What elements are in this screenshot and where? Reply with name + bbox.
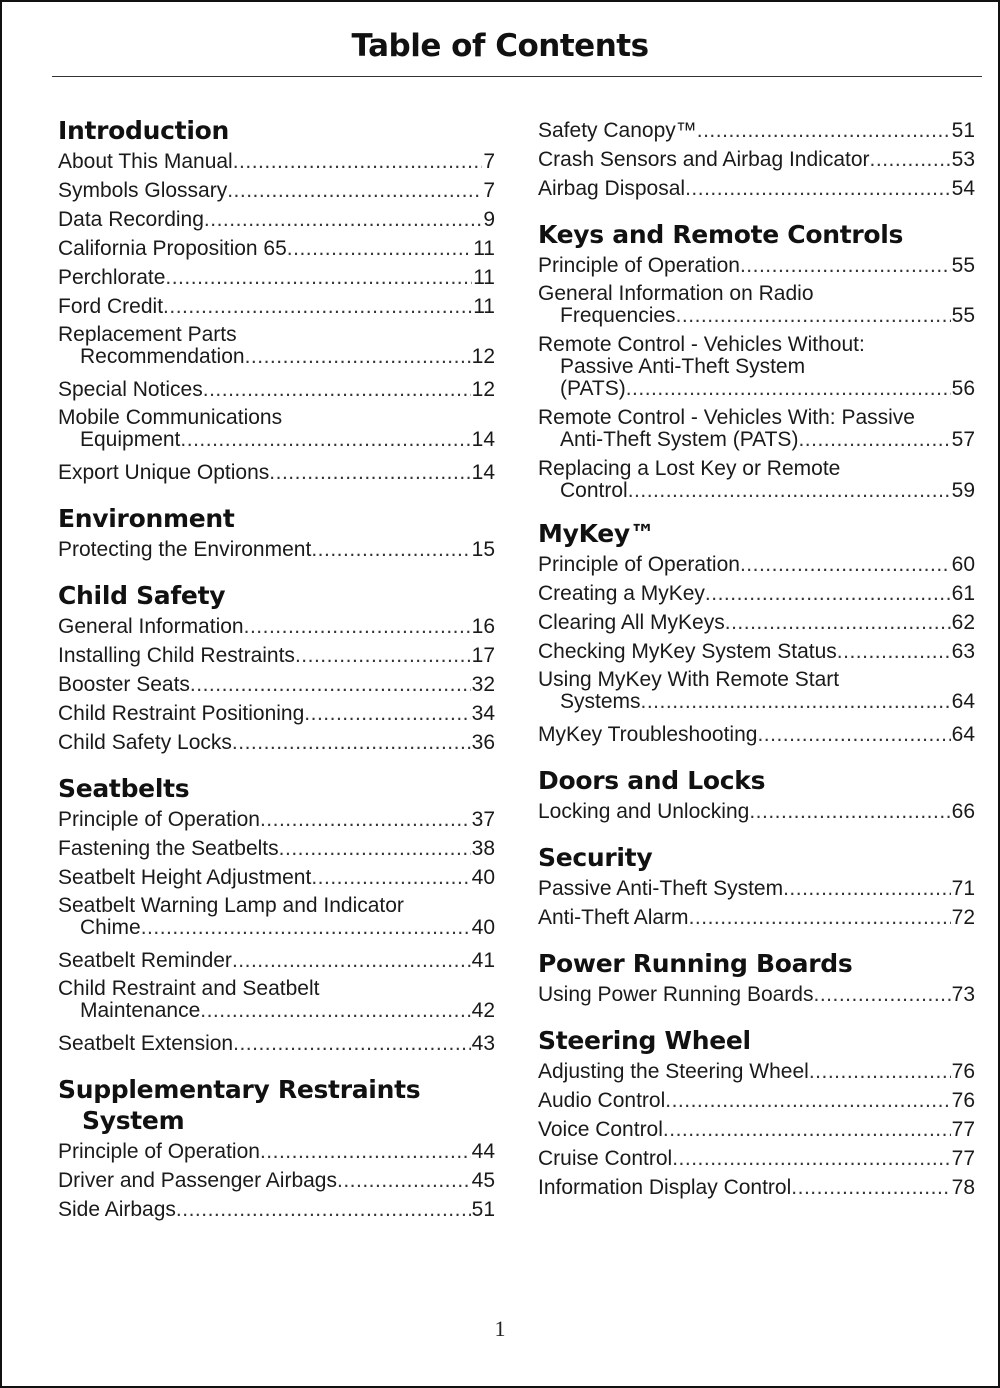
entry-title: Safety Canopy™ — [538, 119, 697, 142]
title-divider — [52, 76, 982, 77]
toc-entry-principle-of-operation[interactable] — [538, 550, 975, 579]
entry-page-number: 11 — [473, 266, 495, 289]
entry-title: Driver and Passenger Airbags — [58, 1169, 337, 1192]
entry-title: Checking MyKey System Status — [538, 640, 837, 663]
entry-page-number: 51 — [471, 1198, 495, 1221]
toc-entry-perchlorate[interactable] — [58, 263, 495, 292]
section-heading: Steering Wheel — [538, 1026, 751, 1055]
toc-entry-symbols-glossary[interactable] — [58, 176, 495, 205]
entry-page-number: 43 — [471, 1032, 495, 1055]
toc-entry-checking-mykey-system-status[interactable] — [538, 637, 975, 666]
toc-entry-child-restraint-and-seatbelt-maintenance[interactable] — [58, 978, 495, 1022]
entry-title: Export Unique Options — [58, 461, 270, 484]
entry-page-number: 38 — [471, 837, 495, 860]
entry-page-number: 32 — [471, 673, 495, 696]
toc-entry-using-power-running-boards[interactable] — [538, 980, 975, 1009]
section-heading: Introduction — [58, 116, 229, 145]
page-title: Table of Contents — [351, 28, 649, 64]
toc-section-introduction — [58, 116, 495, 487]
dot-leader — [798, 429, 950, 451]
dot-leader — [870, 145, 951, 174]
entry-page-number: 55 — [951, 254, 975, 277]
dot-leader — [791, 1173, 950, 1202]
toc-entry-california-proposition-65[interactable] — [58, 234, 495, 263]
entry-title: Airbag Disposal — [538, 177, 686, 200]
section-heading: Keys and Remote Controls — [538, 220, 904, 249]
entry-page-number: 37 — [471, 808, 495, 831]
page-number: 1 — [494, 1316, 506, 1341]
entry-title-line: Using MyKey With Remote Start — [538, 668, 840, 691]
section-heading: Power Running Boards — [538, 949, 853, 978]
dot-leader — [626, 378, 951, 400]
entry-title: Special Notices — [58, 378, 203, 401]
dot-leader — [740, 550, 951, 579]
entry-page-number: 77 — [951, 1147, 975, 1170]
toc-entry-booster-seats[interactable] — [58, 670, 495, 699]
entry-title: Principle of Operation — [58, 1140, 260, 1163]
entry-title: About This Manual — [58, 150, 233, 173]
toc-section-environment — [58, 504, 495, 564]
entry-title-line: Replacement Parts — [58, 323, 237, 346]
toc-entry-data-recording[interactable] — [58, 205, 495, 234]
entry-title: Seatbelt Reminder — [58, 949, 232, 972]
entry-page-number: 51 — [951, 119, 975, 142]
dot-leader — [697, 116, 951, 145]
entry-page-number: 56 — [951, 377, 975, 400]
toc-entry-remote-control-vehicles-with-passive-anti-theft-system-pats[interactable] — [538, 407, 975, 451]
toc-entry-principle-of-operation[interactable] — [58, 805, 495, 834]
entry-page-number: 9 — [483, 208, 495, 231]
entry-title: Seatbelt Height Adjustment — [58, 866, 312, 889]
entry-page-number: 59 — [951, 479, 975, 502]
toc-entry-anti-theft-alarm[interactable] — [538, 903, 975, 932]
dot-leader — [837, 637, 951, 666]
entry-title-line: Remote Control - Vehicles With: Passive — [538, 406, 915, 429]
entry-title: Principle of Operation — [538, 553, 740, 576]
entry-title: Locking and Unlocking — [538, 800, 750, 823]
dot-leader — [311, 535, 470, 564]
dot-leader — [295, 641, 471, 670]
entry-page-number: 66 — [951, 800, 975, 823]
toc-entry-seatbelt-height-adjustment[interactable] — [58, 863, 495, 892]
left-column — [58, 116, 495, 1241]
right-column — [538, 116, 975, 1219]
dot-leader — [663, 1115, 951, 1144]
dot-leader — [141, 917, 471, 939]
dot-leader — [269, 458, 470, 487]
dot-leader — [200, 1000, 470, 1022]
entry-page-number: 7 — [483, 150, 495, 173]
entry-title-line: Remote Control - Vehicles Without: — [538, 333, 865, 356]
entry-page-number: 76 — [951, 1060, 975, 1083]
entry-page-number: 60 — [951, 553, 975, 576]
dot-leader — [725, 608, 951, 637]
entry-title: Booster Seats — [58, 673, 190, 696]
entry-last-line — [58, 346, 495, 368]
dot-leader — [260, 805, 471, 834]
entry-page-number: 71 — [951, 877, 975, 900]
entry-title: Fastening the Seatbelts — [58, 837, 279, 860]
toc-entry-clearing-all-mykeys[interactable] — [538, 608, 975, 637]
toc-entry-principle-of-operation[interactable] — [538, 251, 975, 280]
dot-leader — [190, 670, 471, 699]
entry-page-number: 14 — [471, 428, 495, 451]
section-heading: Supplementary Restraints — [58, 1075, 421, 1104]
toc-entry-ford-credit[interactable] — [58, 292, 495, 321]
dot-leader — [311, 863, 470, 892]
entry-title-line: Systems — [560, 690, 641, 713]
entry-title: Cruise Control — [538, 1147, 673, 1170]
entry-page-number: 62 — [951, 611, 975, 634]
entry-title-line: Child Restraint and Seatbelt — [58, 977, 320, 1000]
entry-page-number: 12 — [471, 345, 495, 368]
toc-section-steering-wheel — [538, 1026, 975, 1202]
entry-title: General Information — [58, 615, 244, 638]
entry-last-line — [58, 429, 495, 451]
entry-page-number: 53 — [951, 148, 975, 171]
dot-leader — [287, 234, 472, 263]
section-heading: Seatbelts — [58, 774, 190, 803]
toc-entry-voice-control[interactable] — [538, 1115, 975, 1144]
entry-title-line: Equipment — [80, 428, 181, 451]
entry-page-number: 77 — [951, 1118, 975, 1141]
toc-entry-replacement-parts-recommendation[interactable] — [58, 324, 495, 368]
dot-leader — [628, 480, 951, 502]
entry-title-line: Control — [560, 479, 628, 502]
toc-entry-crash-sensors-and-airbag-indicator[interactable] — [538, 145, 975, 174]
toc-section-continued — [538, 116, 975, 203]
toc-section-security — [538, 843, 975, 932]
entry-title: MyKey Troubleshooting — [538, 723, 758, 746]
entry-page-number: 78 — [951, 1176, 975, 1199]
entry-page-number: 55 — [951, 304, 975, 327]
toc-section-child-safety — [58, 581, 495, 757]
toc-entry-general-information-on-radio-frequencies[interactable] — [538, 283, 975, 327]
entry-title-line: Seatbelt Warning Lamp and Indicator — [58, 894, 404, 917]
toc-section-supplementary-restraints — [58, 1075, 495, 1224]
entry-title: Child Safety Locks — [58, 731, 232, 754]
dot-leader — [203, 375, 471, 404]
entry-title: Using Power Running Boards — [538, 983, 814, 1006]
toc-entry-child-restraint-positioning[interactable] — [58, 699, 495, 728]
entry-page-number: 76 — [951, 1089, 975, 1112]
entry-page-number: 73 — [951, 983, 975, 1006]
toc-entry-adjusting-the-steering-wheel[interactable] — [538, 1057, 975, 1086]
entry-page-number: 64 — [951, 723, 975, 746]
entry-title: Child Restraint Positioning — [58, 702, 305, 725]
entry-page-number: 11 — [473, 237, 495, 260]
dot-leader — [233, 1029, 471, 1058]
entry-page-number: 16 — [471, 615, 495, 638]
entry-title: Voice Control — [538, 1118, 663, 1141]
entry-title-line: Passive Anti-Theft System — [560, 355, 806, 378]
entry-title: Installing Child Restraints — [58, 644, 295, 667]
toc-entry-information-display-control[interactable] — [538, 1173, 975, 1202]
dot-leader — [676, 305, 951, 327]
toc-entry-general-information[interactable] — [58, 612, 495, 641]
entry-page-number: 63 — [951, 640, 975, 663]
dot-leader — [180, 429, 470, 451]
toc-entry-audio-control[interactable] — [538, 1086, 975, 1115]
entry-title: Crash Sensors and Airbag Indicator — [538, 148, 870, 171]
entry-title: Principle of Operation — [58, 808, 260, 831]
entry-title-line: General Information on Radio — [538, 282, 814, 305]
toc-entry-seatbelt-reminder[interactable] — [58, 946, 495, 975]
dot-leader — [227, 176, 482, 205]
dot-leader — [705, 579, 951, 608]
toc-entry-using-mykey-with-remote-start-systems[interactable] — [538, 669, 975, 713]
entry-title: Audio Control — [538, 1089, 666, 1112]
entry-page-number: 45 — [471, 1169, 495, 1192]
toc-entry-principle-of-operation[interactable] — [58, 1137, 495, 1166]
toc-entry-about-this-manual[interactable] — [58, 147, 495, 176]
section-heading: Doors and Locks — [538, 766, 766, 795]
dot-leader — [232, 946, 471, 975]
toc-entry-remote-control-vehicles-without-passive-anti-theft-system-pats[interactable] — [538, 334, 975, 400]
dot-leader — [685, 174, 951, 203]
toc-entry-seatbelt-extension[interactable] — [58, 1029, 495, 1058]
entry-page-number: 36 — [471, 731, 495, 754]
dot-leader — [641, 691, 951, 713]
entry-page-number: 54 — [951, 177, 975, 200]
entry-title: California Proposition 65 — [58, 237, 287, 260]
toc-entry-driver-and-passenger-airbags[interactable] — [58, 1166, 495, 1195]
entry-last-line — [538, 378, 975, 400]
dot-leader — [757, 720, 950, 749]
entry-title: Anti-Theft Alarm — [538, 906, 689, 929]
entry-title: Creating a MyKey — [538, 582, 705, 605]
dot-leader — [176, 1195, 471, 1224]
toc-entry-fastening-the-seatbelts[interactable] — [58, 834, 495, 863]
entry-page-number: 14 — [471, 461, 495, 484]
dot-leader — [260, 1137, 471, 1166]
toc-entry-mobile-communications-equipment[interactable] — [58, 407, 495, 451]
entry-title-line: Frequencies — [560, 304, 676, 327]
toc-section-doors-and-locks — [538, 766, 975, 826]
entry-page-number: 72 — [951, 906, 975, 929]
dot-leader — [304, 699, 470, 728]
entry-title-line: Recommendation — [80, 345, 245, 368]
toc-entry-creating-a-mykey[interactable] — [538, 579, 975, 608]
toc-entry-safety-canopy[interactable] — [538, 116, 975, 145]
entry-title-line: Chime — [80, 916, 141, 939]
dot-leader — [689, 903, 951, 932]
entry-title: Perchlorate — [58, 266, 166, 289]
dot-leader — [809, 1057, 951, 1086]
entry-last-line — [538, 691, 975, 713]
toc-entry-airbag-disposal[interactable] — [538, 174, 975, 203]
entry-page-number: 12 — [471, 378, 495, 401]
toc-entry-replacing-a-lost-key-or-remote-control[interactable] — [538, 458, 975, 502]
entry-title-line: Maintenance — [80, 999, 201, 1022]
entry-last-line — [538, 480, 975, 502]
section-heading: Child Safety — [58, 581, 226, 610]
dot-leader — [279, 834, 471, 863]
toc-entry-cruise-control[interactable] — [538, 1144, 975, 1173]
entry-title: Adjusting the Steering Wheel — [538, 1060, 809, 1083]
dot-leader — [740, 251, 951, 280]
dot-leader — [233, 147, 483, 176]
toc-entry-export-unique-options[interactable] — [58, 458, 495, 487]
entry-page-number: 34 — [471, 702, 495, 725]
entry-title: Seatbelt Extension — [58, 1032, 234, 1055]
entry-title: Information Display Control — [538, 1176, 792, 1199]
dot-leader — [813, 980, 950, 1009]
toc-section-mykey — [538, 519, 975, 749]
entry-title: Clearing All MyKeys — [538, 611, 725, 634]
entry-page-number: 7 — [483, 179, 495, 202]
dot-leader — [163, 292, 472, 321]
section-heading: Environment — [58, 504, 235, 533]
dot-leader — [245, 346, 471, 368]
entry-last-line — [538, 429, 975, 451]
dot-leader — [232, 728, 471, 757]
entry-page-number: 44 — [471, 1140, 495, 1163]
entry-page-number: 61 — [951, 582, 975, 605]
entry-page-number: 11 — [473, 295, 495, 318]
toc-entry-side-airbags[interactable] — [58, 1195, 495, 1224]
entry-title-line: Mobile Communications — [58, 406, 283, 429]
entry-last-line — [538, 305, 975, 327]
toc-entry-protecting-the-environment[interactable] — [58, 535, 495, 564]
toc-section-power-running-boards — [538, 949, 975, 1009]
entry-page-number: 41 — [471, 949, 495, 972]
dot-leader — [244, 612, 471, 641]
entry-page-number: 42 — [471, 999, 495, 1022]
section-heading-continued: System — [82, 1106, 185, 1135]
entry-title: Symbols Glossary — [58, 179, 228, 202]
toc-entry-passive-anti-theft-system[interactable] — [538, 874, 975, 903]
entry-title-line: (PATS) — [560, 377, 626, 400]
entry-title: Side Airbags — [58, 1198, 176, 1221]
entry-title: Protecting the Environment — [58, 538, 312, 561]
entry-page-number: 15 — [471, 538, 495, 561]
toc-entry-child-safety-locks[interactable] — [58, 728, 495, 757]
entry-page-number: 57 — [951, 428, 975, 451]
entry-title-line: Replacing a Lost Key or Remote — [538, 457, 841, 480]
entry-title: Ford Credit — [58, 295, 164, 318]
dot-leader — [337, 1166, 471, 1195]
toc-entry-seatbelt-warning-lamp-and-indicator-chime[interactable] — [58, 895, 495, 939]
entry-title: Passive Anti-Theft System — [538, 877, 784, 900]
toc-section-seatbelts — [58, 774, 495, 1058]
toc-entry-locking-and-unlocking[interactable] — [538, 797, 975, 826]
dot-leader — [165, 263, 472, 292]
toc-entry-mykey-troubleshooting[interactable] — [538, 720, 975, 749]
entry-title: Data Recording — [58, 208, 204, 231]
section-heading: MyKey™ — [538, 519, 655, 548]
dot-leader — [204, 205, 482, 234]
toc-entry-installing-child-restraints[interactable] — [58, 641, 495, 670]
entry-last-line — [58, 917, 495, 939]
dot-leader — [749, 797, 950, 826]
entry-title-line: Anti-Theft System (PATS) — [560, 428, 799, 451]
entry-page-number: 17 — [471, 644, 495, 667]
dot-leader — [665, 1086, 950, 1115]
dot-leader — [672, 1144, 950, 1173]
entry-page-number: 40 — [471, 866, 495, 889]
section-heading: Security — [538, 843, 653, 872]
entry-title: Principle of Operation — [538, 254, 740, 277]
toc-section-keys-and-remote-controls — [538, 220, 975, 502]
entry-page-number: 64 — [951, 690, 975, 713]
toc-entry-special-notices[interactable] — [58, 375, 495, 404]
entry-last-line — [58, 1000, 495, 1022]
dot-leader — [783, 874, 951, 903]
entry-page-number: 40 — [471, 916, 495, 939]
